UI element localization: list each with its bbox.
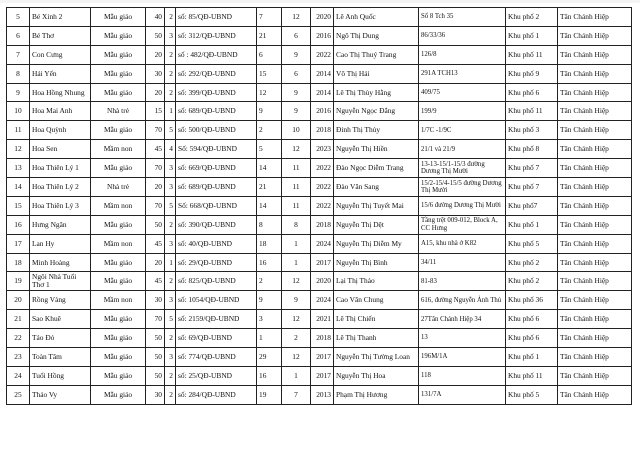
- cell-year: 2020: [311, 272, 334, 291]
- cell-decision: số: 85/QĐ-UBND: [176, 8, 257, 27]
- cell-ward: Tân Chánh Hiệp: [558, 253, 632, 272]
- cell-ward: Tân Chánh Hiệp: [558, 159, 632, 178]
- table-row: [7, 366, 632, 385]
- cell-owner: Nguyễn Thị Diễm My: [334, 234, 419, 253]
- cell-stt: 21: [7, 310, 30, 329]
- cell-day: 3: [257, 310, 282, 329]
- cell-groups: 2: [165, 64, 176, 83]
- cell-capacity: 50: [146, 329, 165, 348]
- cell-address: 616, đường Nguyễn Ảnh Thủ: [419, 291, 506, 310]
- cell-school-type: Nhà trẻ: [91, 178, 146, 197]
- cell-school-type: Nhà trẻ: [91, 102, 146, 121]
- cell-groups: 5: [165, 196, 176, 215]
- cell-school-name: Sao Khuê: [30, 310, 91, 329]
- cell-address: 199/9: [419, 102, 506, 121]
- cell-stt: 19: [7, 272, 30, 291]
- cell-capacity: 70: [146, 310, 165, 329]
- cell-owner: Lê Anh Quốc: [334, 8, 419, 27]
- cell-day: 16: [257, 253, 282, 272]
- cell-address: 291A TCH13: [419, 64, 506, 83]
- cell-school-name: Rồng Vàng: [30, 291, 91, 310]
- cell-ward: Tân Chánh Hiệp: [558, 291, 632, 310]
- cell-groups: 2: [165, 272, 176, 291]
- cell-quarter: Khu phố 7: [506, 159, 558, 178]
- cell-school-type: Mẫu giáo: [91, 64, 146, 83]
- cell-decision: Số: 594/QĐ-UBND: [176, 140, 257, 159]
- cell-stt: 8: [7, 64, 30, 83]
- cell-day: 29: [257, 348, 282, 367]
- cell-ward: Tân Chánh Hiệp: [558, 215, 632, 234]
- table-row: [7, 45, 632, 64]
- cell-address: 21/1 và 21/9: [419, 140, 506, 159]
- cell-capacity: 40: [146, 8, 165, 27]
- cell-school-type: Mẫu giáo: [91, 121, 146, 140]
- scan-edge: [0, 0, 640, 3]
- cell-month: 12: [282, 8, 311, 27]
- cell-quarter: Khu phố 11: [506, 45, 558, 64]
- cell-stt: 23: [7, 348, 30, 367]
- cell-owner: Đào Ngọc Diễm Trang: [334, 159, 419, 178]
- cell-address: Số 8 Tch 35: [419, 8, 506, 27]
- cell-quarter: Khu phố 9: [506, 64, 558, 83]
- cell-groups: 2: [165, 45, 176, 64]
- cell-school-type: Mẫu giáo: [91, 215, 146, 234]
- cell-address: 13: [419, 329, 506, 348]
- cell-address: 131/7A: [419, 385, 506, 404]
- cell-school-name: Hoa Hồng Nhung: [30, 83, 91, 102]
- cell-ward: Tân Chánh Hiệp: [558, 8, 632, 27]
- cell-stt: 25: [7, 385, 30, 404]
- cell-decision: số: 312/QĐ-UBND: [176, 26, 257, 45]
- cell-year: 2023: [311, 140, 334, 159]
- cell-owner: Cao Văn Chung: [334, 291, 419, 310]
- cell-day: 2: [257, 121, 282, 140]
- cell-school-name: Minh Hoàng: [30, 253, 91, 272]
- cell-month: 12: [282, 310, 311, 329]
- document-page: [6, 7, 631, 443]
- cell-decision: số: 825/QĐ-UBND: [176, 272, 257, 291]
- cell-capacity: 15: [146, 102, 165, 121]
- school-table: [6, 7, 632, 405]
- cell-groups: 2: [165, 215, 176, 234]
- cell-address: 409/75: [419, 83, 506, 102]
- cell-address: 118: [419, 366, 506, 385]
- cell-stt: 6: [7, 26, 30, 45]
- cell-quarter: Khu phố 6: [506, 83, 558, 102]
- cell-groups: 3: [165, 159, 176, 178]
- cell-year: 2016: [311, 102, 334, 121]
- cell-ward: Tân Chánh Hiệp: [558, 366, 632, 385]
- cell-groups: 3: [165, 178, 176, 197]
- cell-year: 2017: [311, 253, 334, 272]
- cell-month: 1: [282, 234, 311, 253]
- cell-month: 9: [282, 102, 311, 121]
- cell-month: 10: [282, 121, 311, 140]
- cell-school-name: Thảo Vy: [30, 385, 91, 404]
- cell-ward: Tân Chánh Hiệp: [558, 121, 632, 140]
- cell-capacity: 70: [146, 159, 165, 178]
- cell-stt: 15: [7, 196, 30, 215]
- cell-school-type: Mẫu giáo: [91, 329, 146, 348]
- cell-address: 86/33/36: [419, 26, 506, 45]
- cell-ward: Tân Chánh Hiệp: [558, 178, 632, 197]
- cell-ward: Tân Chánh Hiệp: [558, 140, 632, 159]
- cell-owner: Nguyễn Thị Tuyết Mai: [334, 196, 419, 215]
- cell-owner: Ngô Thị Dung: [334, 26, 419, 45]
- cell-school-type: Mẫu giáo: [91, 26, 146, 45]
- cell-school-type: Mẫu giáo: [91, 45, 146, 64]
- cell-school-name: Lan Hy: [30, 234, 91, 253]
- cell-decision: số: 774/QĐ-UBND: [176, 348, 257, 367]
- cell-stt: 13: [7, 159, 30, 178]
- cell-groups: 3: [165, 234, 176, 253]
- cell-year: 2018: [311, 121, 334, 140]
- cell-month: 9: [282, 45, 311, 64]
- table-row: [7, 83, 632, 102]
- cell-address: 196M/1A: [419, 348, 506, 367]
- cell-decision: số: 669/QĐ-UBND: [176, 159, 257, 178]
- table-row: [7, 8, 632, 27]
- cell-owner: Võ Thị Hải: [334, 64, 419, 83]
- table-row: [7, 272, 632, 291]
- cell-decision: Số: 668/QĐ-UBND: [176, 196, 257, 215]
- cell-stt: 24: [7, 366, 30, 385]
- cell-capacity: 20: [146, 178, 165, 197]
- cell-owner: Lê Thị Chiến: [334, 310, 419, 329]
- cell-address: A15, khu nhà ở K82: [419, 234, 506, 253]
- cell-school-type: Mầm non: [91, 140, 146, 159]
- cell-year: 2020: [311, 8, 334, 27]
- cell-month: 2: [282, 329, 311, 348]
- cell-groups: 3: [165, 348, 176, 367]
- cell-ward: Tân Chánh Hiệp: [558, 272, 632, 291]
- cell-day: 21: [257, 26, 282, 45]
- cell-day: 2: [257, 272, 282, 291]
- cell-month: 1: [282, 366, 311, 385]
- cell-school-type: Mẫu giáo: [91, 253, 146, 272]
- cell-day: 1: [257, 329, 282, 348]
- cell-quarter: Khu phố 1: [506, 348, 558, 367]
- cell-year: 2022: [311, 159, 334, 178]
- cell-year: 2017: [311, 366, 334, 385]
- cell-school-type: Mầm non: [91, 291, 146, 310]
- cell-school-type: Mầm non: [91, 234, 146, 253]
- cell-groups: 2: [165, 329, 176, 348]
- cell-capacity: 70: [146, 121, 165, 140]
- cell-month: 1: [282, 253, 311, 272]
- cell-year: 2014: [311, 83, 334, 102]
- cell-decision: số: 25/QĐ-UBND: [176, 366, 257, 385]
- cell-groups: 1: [165, 102, 176, 121]
- cell-owner: Nguyễn Thị Hiền: [334, 140, 419, 159]
- cell-groups: 2: [165, 366, 176, 385]
- table-row: [7, 102, 632, 121]
- cell-groups: 5: [165, 121, 176, 140]
- cell-ward: Tân Chánh Hiệp: [558, 234, 632, 253]
- cell-owner: Nguyễn Thị Bình: [334, 253, 419, 272]
- table-row: [7, 253, 632, 272]
- cell-groups: 2: [165, 83, 176, 102]
- table-body: [7, 8, 632, 405]
- cell-ward: Tân Chánh Hiệp: [558, 45, 632, 64]
- cell-ward: Tân Chánh Hiệp: [558, 348, 632, 367]
- cell-decision: số: 292/QĐ-UBND: [176, 64, 257, 83]
- cell-school-type: Mẫu giáo: [91, 385, 146, 404]
- cell-day: 7: [257, 8, 282, 27]
- cell-quarter: Khu phố 8: [506, 140, 558, 159]
- cell-day: 15: [257, 64, 282, 83]
- cell-quarter: Khu phố 36: [506, 291, 558, 310]
- cell-stt: 9: [7, 83, 30, 102]
- cell-day: 12: [257, 83, 282, 102]
- cell-year: 2013: [311, 385, 334, 404]
- table-row: [7, 348, 632, 367]
- cell-school-name: Hưng Ngân: [30, 215, 91, 234]
- cell-stt: 11: [7, 121, 30, 140]
- cell-owner: Nguyễn Ngọc Đẳng: [334, 102, 419, 121]
- cell-school-name: Táo Đỏ: [30, 329, 91, 348]
- cell-stt: 5: [7, 8, 30, 27]
- cell-school-type: Mầm non: [91, 196, 146, 215]
- cell-month: 11: [282, 196, 311, 215]
- cell-day: 14: [257, 159, 282, 178]
- cell-capacity: 30: [146, 64, 165, 83]
- cell-school-name: Hải Yến: [30, 64, 91, 83]
- cell-address: 126/8: [419, 45, 506, 64]
- cell-address: Tầng trệt 009-012, Block A, CC Hưng: [419, 215, 506, 234]
- cell-day: 19: [257, 385, 282, 404]
- cell-year: 2022: [311, 178, 334, 197]
- cell-quarter: Khu phố 2: [506, 8, 558, 27]
- table-row: [7, 26, 632, 45]
- cell-year: 2018: [311, 215, 334, 234]
- cell-capacity: 45: [146, 272, 165, 291]
- table-row: [7, 140, 632, 159]
- cell-address: 81-83: [419, 272, 506, 291]
- cell-year: 2022: [311, 45, 334, 64]
- cell-quarter: Khu phố 11: [506, 366, 558, 385]
- cell-month: 8: [282, 215, 311, 234]
- cell-school-name: Con Cưng: [30, 45, 91, 64]
- cell-address: 34/11: [419, 253, 506, 272]
- cell-owner: Lê Thị Thanh: [334, 329, 419, 348]
- cell-school-type: Mẫu giáo: [91, 272, 146, 291]
- cell-day: 9: [257, 102, 282, 121]
- cell-groups: 3: [165, 291, 176, 310]
- cell-stt: 20: [7, 291, 30, 310]
- cell-day: 16: [257, 366, 282, 385]
- cell-owner: Phạm Thị Hương: [334, 385, 419, 404]
- table-row: [7, 310, 632, 329]
- cell-owner: Lại Thị Thảo: [334, 272, 419, 291]
- cell-groups: 1: [165, 253, 176, 272]
- cell-decision: số: 2159/QĐ-UBND: [176, 310, 257, 329]
- cell-ward: Tân Chánh Hiệp: [558, 64, 632, 83]
- cell-decision: số : 482/QĐ-UBND: [176, 45, 257, 64]
- cell-capacity: 50: [146, 215, 165, 234]
- cell-school-type: Mẫu giáo: [91, 348, 146, 367]
- cell-stt: 10: [7, 102, 30, 121]
- cell-decision: số: 399/QĐ-UBND: [176, 83, 257, 102]
- cell-owner: Lê Thị Thùy Hằng: [334, 83, 419, 102]
- cell-school-name: Hoa Mai Anh: [30, 102, 91, 121]
- cell-school-name: Hoa Quỳnh: [30, 121, 91, 140]
- cell-year: 2016: [311, 26, 334, 45]
- cell-owner: Nguyễn Thị Hoa: [334, 366, 419, 385]
- cell-month: 7: [282, 385, 311, 404]
- cell-quarter: Khu phố 3: [506, 121, 558, 140]
- cell-decision: số: 69/QĐ-UBND: [176, 329, 257, 348]
- cell-school-type: Mẫu giáo: [91, 159, 146, 178]
- table-row: [7, 215, 632, 234]
- table-row: [7, 121, 632, 140]
- cell-year: 2017: [311, 348, 334, 367]
- cell-capacity: 20: [146, 45, 165, 64]
- cell-groups: 2: [165, 385, 176, 404]
- cell-capacity: 45: [146, 234, 165, 253]
- cell-school-name: Hoa Thiên Lý 1: [30, 159, 91, 178]
- cell-quarter: Khu phố7: [506, 196, 558, 215]
- cell-quarter: Khu phố 2: [506, 253, 558, 272]
- cell-year: 2024: [311, 234, 334, 253]
- cell-stt: 14: [7, 178, 30, 197]
- cell-school-type: Mẫu giáo: [91, 8, 146, 27]
- cell-decision: số: 284/QĐ-UBND: [176, 385, 257, 404]
- cell-month: 6: [282, 64, 311, 83]
- cell-stt: 7: [7, 45, 30, 64]
- cell-month: 9: [282, 291, 311, 310]
- cell-stt: 12: [7, 140, 30, 159]
- cell-capacity: 50: [146, 26, 165, 45]
- cell-owner: Nguyễn Thị Dệt: [334, 215, 419, 234]
- cell-day: 8: [257, 215, 282, 234]
- cell-school-name: Hoa Thiên Lý 2: [30, 178, 91, 197]
- cell-ward: Tân Chánh Hiệp: [558, 329, 632, 348]
- cell-school-type: Mẫu giáo: [91, 366, 146, 385]
- cell-stt: 16: [7, 215, 30, 234]
- cell-month: 9: [282, 83, 311, 102]
- cell-address: 15/2-15/4-15/5 đường Dương Thị Mười: [419, 178, 506, 197]
- cell-decision: số: 689/QĐ-UBND: [176, 102, 257, 121]
- cell-ward: Tân Chánh Hiệp: [558, 83, 632, 102]
- cell-day: 5: [257, 140, 282, 159]
- cell-owner: Cao Thị Thuý Trang: [334, 45, 419, 64]
- cell-stt: 22: [7, 329, 30, 348]
- cell-capacity: 70: [146, 196, 165, 215]
- cell-ward: Tân Chánh Hiệp: [558, 196, 632, 215]
- cell-capacity: 50: [146, 366, 165, 385]
- table-row: [7, 178, 632, 197]
- cell-year: 2024: [311, 291, 334, 310]
- cell-capacity: 50: [146, 348, 165, 367]
- cell-school-name: Bé Thơ: [30, 26, 91, 45]
- cell-address: 27Tân Chánh Hiệp 34: [419, 310, 506, 329]
- cell-capacity: 20: [146, 83, 165, 102]
- cell-decision: số: 500/QĐ-UBND: [176, 121, 257, 140]
- cell-quarter: Khu phố 2: [506, 272, 558, 291]
- table-row: [7, 385, 632, 404]
- cell-ward: Tân Chánh Hiệp: [558, 26, 632, 45]
- table-row: [7, 159, 632, 178]
- cell-school-name: Hoa Thiên Lý 3: [30, 196, 91, 215]
- cell-school-name: Tuổi Hồng: [30, 366, 91, 385]
- cell-stt: 17: [7, 234, 30, 253]
- table-row: [7, 196, 632, 215]
- cell-school-name: Bé Xinh 2: [30, 8, 91, 27]
- cell-month: 11: [282, 159, 311, 178]
- table-row: [7, 329, 632, 348]
- cell-day: 14: [257, 196, 282, 215]
- cell-ward: Tân Chánh Hiệp: [558, 310, 632, 329]
- cell-day: 18: [257, 234, 282, 253]
- cell-school-name: Ngôi Nhà Tuổi Thơ 1: [30, 272, 91, 291]
- cell-address: 13-13-15/1-15/3 đường Dương Thị Mười: [419, 159, 506, 178]
- cell-quarter: Khu phố 6: [506, 329, 558, 348]
- cell-address: 15/6 đường Dương Thị Mười: [419, 196, 506, 215]
- cell-quarter: Khu phố 6: [506, 310, 558, 329]
- cell-decision: số: 689/QĐ-UBND: [176, 178, 257, 197]
- cell-year: 2014: [311, 64, 334, 83]
- cell-month: 6: [282, 26, 311, 45]
- cell-quarter: Khu phố 1: [506, 215, 558, 234]
- cell-quarter: Khu phố 5: [506, 385, 558, 404]
- cell-owner: Đinh Thị Thủy: [334, 121, 419, 140]
- table-row: [7, 291, 632, 310]
- cell-day: 21: [257, 178, 282, 197]
- table-row: [7, 64, 632, 83]
- cell-month: 12: [282, 348, 311, 367]
- cell-capacity: 45: [146, 140, 165, 159]
- cell-month: 12: [282, 140, 311, 159]
- cell-year: 2018: [311, 329, 334, 348]
- cell-capacity: 30: [146, 291, 165, 310]
- cell-quarter: Khu phố 1: [506, 26, 558, 45]
- cell-school-type: Mẫu giáo: [91, 310, 146, 329]
- cell-ward: Tân Chánh Hiệp: [558, 385, 632, 404]
- cell-decision: số: 1054/QĐ-UBND: [176, 291, 257, 310]
- cell-month: 12: [282, 272, 311, 291]
- cell-quarter: Khu phố 7: [506, 178, 558, 197]
- cell-groups: 2: [165, 8, 176, 27]
- cell-owner: Đào Văn Sang: [334, 178, 419, 197]
- cell-quarter: Khu phố 11: [506, 102, 558, 121]
- cell-decision: số: 29/QĐ-UBND: [176, 253, 257, 272]
- cell-school-name: Hoa Sen: [30, 140, 91, 159]
- cell-school-name: Toàn Tâm: [30, 348, 91, 367]
- cell-quarter: Khu phố 5: [506, 234, 558, 253]
- cell-decision: số: 390/QĐ-UBND: [176, 215, 257, 234]
- cell-year: 2022: [311, 196, 334, 215]
- cell-day: 6: [257, 45, 282, 64]
- cell-stt: 18: [7, 253, 30, 272]
- cell-ward: Tân Chánh Hiệp: [558, 102, 632, 121]
- cell-decision: số: 40/QĐ-UBND: [176, 234, 257, 253]
- cell-day: 9: [257, 291, 282, 310]
- cell-school-type: Mẫu giáo: [91, 83, 146, 102]
- cell-owner: Nguyễn Thị Tường Loan: [334, 348, 419, 367]
- cell-groups: 5: [165, 310, 176, 329]
- cell-month: 11: [282, 178, 311, 197]
- cell-year: 2021: [311, 310, 334, 329]
- cell-groups: 3: [165, 26, 176, 45]
- cell-capacity: 20: [146, 253, 165, 272]
- cell-capacity: 30: [146, 385, 165, 404]
- table-row: [7, 234, 632, 253]
- cell-groups: 4: [165, 140, 176, 159]
- cell-address: 1/7C -1/9C: [419, 121, 506, 140]
